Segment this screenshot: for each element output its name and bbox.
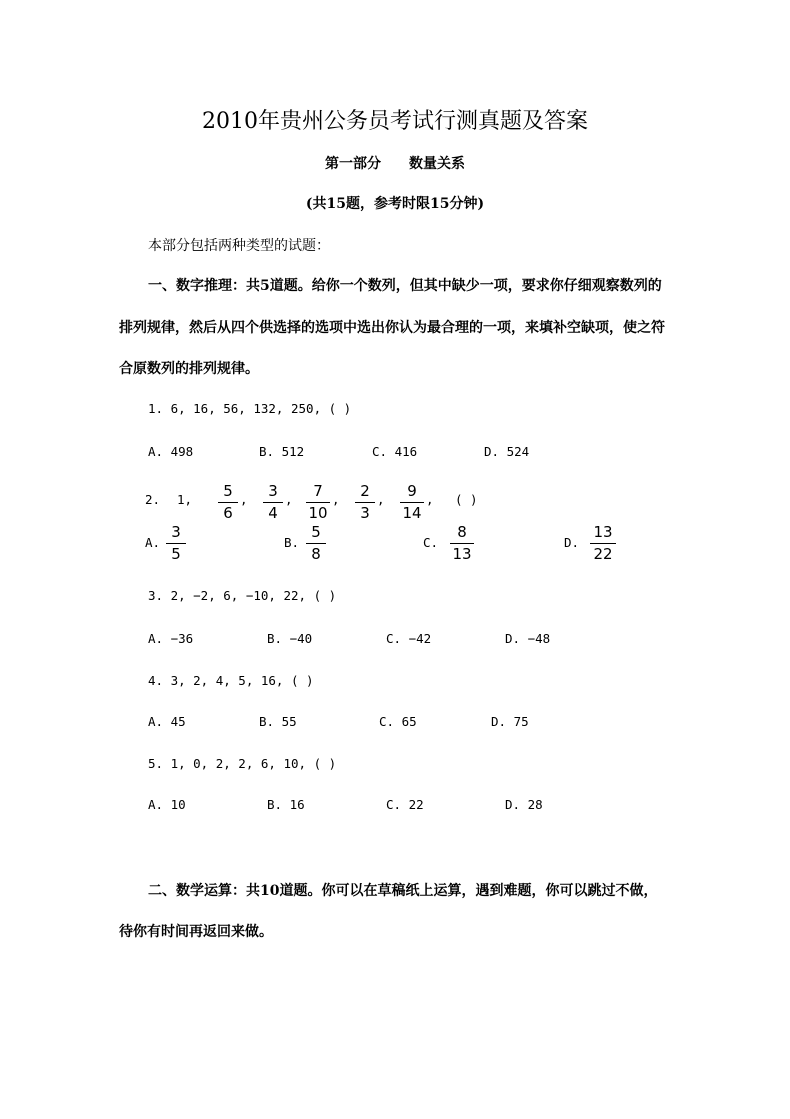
- question-1-stem: 1. 6, 16, 56, 132, 250, ( ): [148, 401, 352, 416]
- comma: ,: [426, 492, 434, 507]
- question-1-option-c: C. 416: [372, 444, 418, 459]
- question-4-stem: 4. 3, 2, 4, 5, 16, ( ): [148, 673, 314, 688]
- question-2-option-a-letter: A.: [145, 535, 161, 550]
- section2-line: 待你有时间再返回来做。: [119, 924, 273, 940]
- document-title: 2010年贵州公务员考试行测真题及答案: [202, 109, 588, 134]
- question-4-option-d: D. 75: [491, 714, 529, 729]
- part-label: 第一部分: [325, 156, 381, 172]
- question-3-option-a: A. −36: [148, 631, 194, 646]
- question-2-fraction: 2 3: [355, 482, 375, 523]
- comma: ,: [240, 492, 248, 507]
- comma: ,: [285, 492, 293, 507]
- question-2-number: 2.: [145, 492, 161, 507]
- question-2-option-b-letter: B.: [284, 535, 300, 550]
- question-1-option-d: D. 524: [484, 444, 530, 459]
- question-5-option-a: A. 10: [148, 797, 186, 812]
- comma: ,: [332, 492, 340, 507]
- intro-text: 本部分包括两种类型的试题：: [148, 238, 330, 254]
- question-4-option-c: C. 65: [379, 714, 417, 729]
- question-1-option-a: A. 498: [148, 444, 194, 459]
- question-2-fraction: 9 14: [400, 482, 424, 523]
- section1-line: 排列规律，然后从四个供选择的选项中选出你认为最合理的一项，来填补空缺项，使之符: [119, 320, 665, 336]
- question-4-option-b: B. 55: [259, 714, 297, 729]
- question-2-option-c-fraction: 8 13: [450, 523, 474, 564]
- question-1-option-b: B. 512: [259, 444, 305, 459]
- question-5-option-d: D. 28: [505, 797, 543, 812]
- question-2-option-c-letter: C.: [423, 535, 439, 550]
- question-2-first-term: 1,: [177, 492, 193, 507]
- question-2-fraction: 5 6: [218, 482, 238, 523]
- question-2-option-d-fraction: 13 22: [590, 523, 616, 564]
- question-5-option-c: C. 22: [386, 797, 424, 812]
- section1-line: 合原数列的排列规律。: [119, 361, 259, 377]
- question-2-blank: ( ): [455, 492, 478, 507]
- part-heading: [0, 153, 790, 173]
- question-2-option-a-fraction: 3 5: [166, 523, 186, 564]
- question-5-option-b: B. 16: [267, 797, 305, 812]
- question-2-option-b-fraction: 5 8: [306, 523, 326, 564]
- question-2-fraction: 3 4: [263, 482, 283, 523]
- question-4-option-a: A. 45: [148, 714, 186, 729]
- section2-line: 二、数学运算：共10道题。你可以在草稿纸上运算，遇到难题，你可以跳过不做，: [148, 883, 658, 899]
- section1-line: 一、数字推理：共5道题。给你一个数列，但其中缺少一项，要求你仔细观察数列的: [148, 278, 662, 294]
- part-name: 数量关系: [409, 156, 465, 172]
- question-3-option-d: D. −48: [505, 631, 551, 646]
- time-note: (共15题，参考时限15分钟): [305, 196, 485, 212]
- question-2-option-d-letter: D.: [564, 535, 580, 550]
- question-3-stem: 3. 2, −2, 6, −10, 22, ( ): [148, 588, 337, 603]
- question-5-stem: 5. 1, 0, 2, 2, 6, 10, ( ): [148, 756, 337, 771]
- question-3-option-b: B. −40: [267, 631, 313, 646]
- question-3-option-c: C. −42: [386, 631, 432, 646]
- question-2-fraction: 7 10: [306, 482, 330, 523]
- comma: ,: [377, 492, 385, 507]
